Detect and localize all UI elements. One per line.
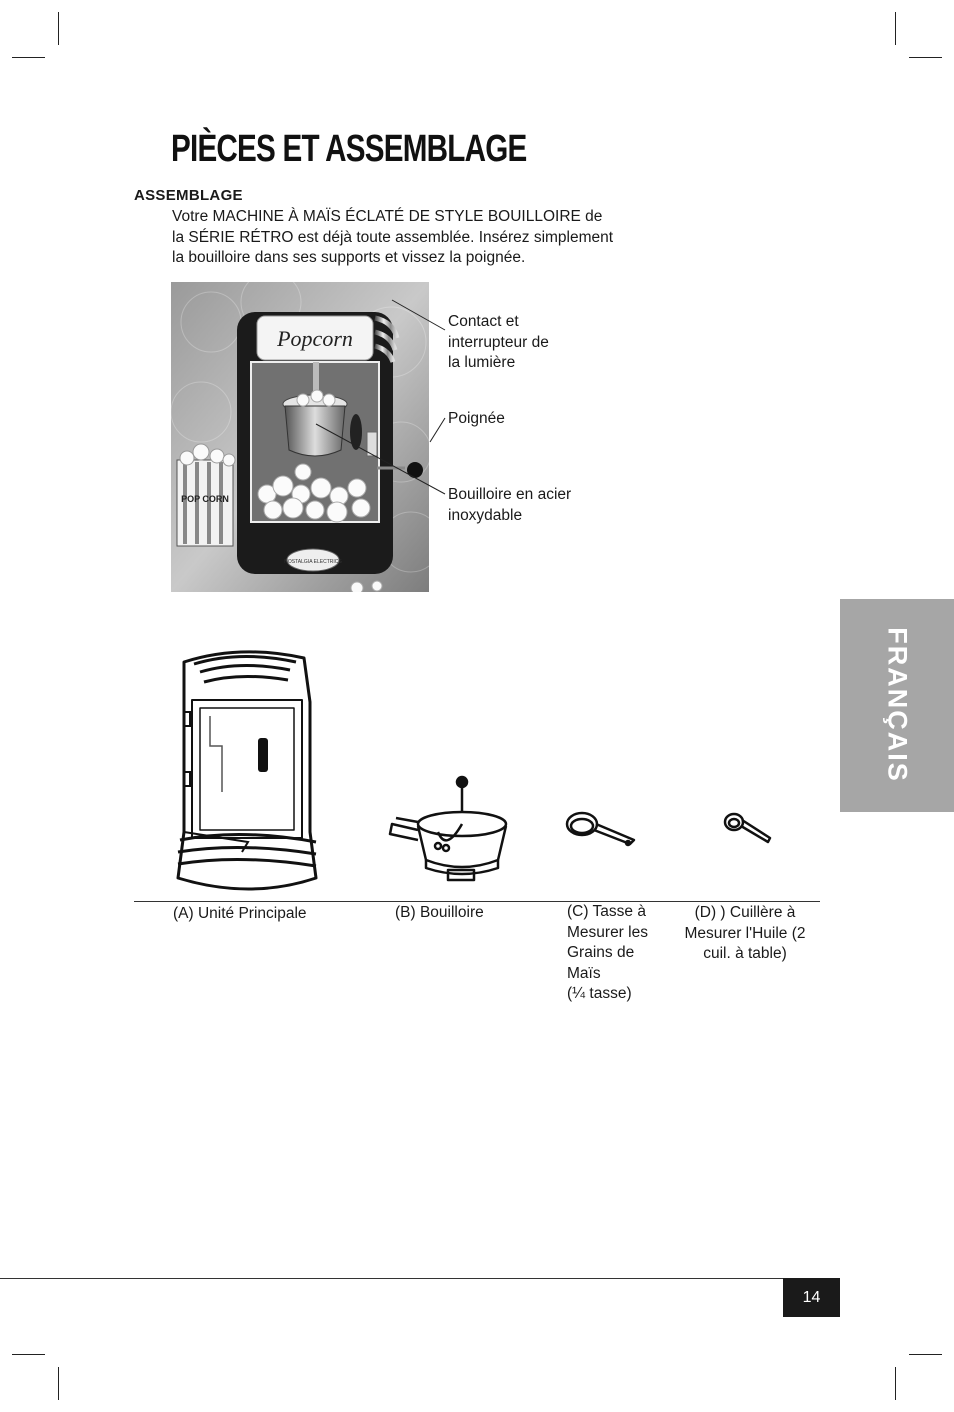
crop-mark — [895, 1367, 896, 1400]
part-label-line: (¼ tasse) — [567, 985, 632, 1002]
part-kettle-drawing — [386, 772, 508, 884]
intro-line: Votre MACHINE À MAÏS ÉCLATÉ DE STYLE BOUILLOIRE de — [172, 208, 603, 225]
footer-rule — [0, 1278, 840, 1279]
bag-label: POP CORN — [181, 494, 229, 504]
part-label-d — [670, 903, 820, 965]
page-number: 14 — [783, 1278, 840, 1317]
part-label-line: (D) ) Cuillère à — [694, 904, 796, 921]
crop-mark — [58, 12, 59, 45]
callout-line: interrupteur de — [448, 333, 549, 351]
part-label-line: Grains de — [567, 944, 635, 961]
callout-line: la lumière — [448, 354, 516, 371]
page-title: PIÈCES ET ASSEMBLAGE — [171, 128, 527, 170]
part-label-line: Mesurer l'Huile (2 — [684, 924, 806, 942]
language-tab-label: FRANÇAIS — [882, 627, 913, 783]
product-photo — [171, 282, 429, 592]
part-measuring-spoon-drawing — [722, 808, 774, 848]
part-main-unit-drawing — [170, 642, 322, 900]
crop-mark — [895, 12, 896, 45]
callout-light-switch — [448, 312, 549, 374]
sign-text: Popcorn — [277, 326, 353, 351]
callout-handle — [448, 409, 505, 430]
part-label-line: (B) Bouilloire — [395, 904, 484, 921]
intro-line: la bouilloire dans ses supports et vissez la poignée. — [172, 249, 526, 266]
callout-line: inoxydable — [448, 506, 523, 524]
part-label-line: (A) Unité Principale — [173, 905, 307, 922]
crop-mark — [12, 1354, 45, 1355]
base-badge: NOSTALGIA ELECTRICS — [284, 559, 342, 565]
callout-kettle — [448, 485, 571, 526]
crop-mark — [909, 57, 942, 58]
part-label-line: Maïs — [567, 964, 601, 982]
part-label-b — [395, 903, 484, 924]
part-label-a — [173, 904, 307, 925]
callout-line: Bouilloire en acier — [448, 486, 572, 503]
language-tab — [840, 599, 954, 812]
section-heading: ASSEMBLAGE — [134, 187, 243, 204]
crop-mark — [58, 1367, 59, 1400]
part-label-line: (C) Tasse à — [567, 903, 646, 920]
crop-mark — [909, 1354, 942, 1355]
parts-divider — [134, 901, 820, 902]
part-label-line: Mesurer les — [567, 923, 648, 941]
part-label-line: cuil. à table) — [703, 945, 787, 962]
crop-mark — [12, 57, 45, 58]
callout-line: Contact et — [448, 313, 519, 330]
intro-line: la SÉRIE RÉTRO est déjà toute assemblée. Insérez simplement — [172, 228, 614, 246]
part-measuring-cup-drawing — [564, 806, 638, 852]
part-label-c — [567, 902, 648, 1005]
leader-line — [430, 418, 445, 442]
callout-line: Poignée — [448, 410, 505, 427]
intro-paragraph — [172, 207, 692, 269]
